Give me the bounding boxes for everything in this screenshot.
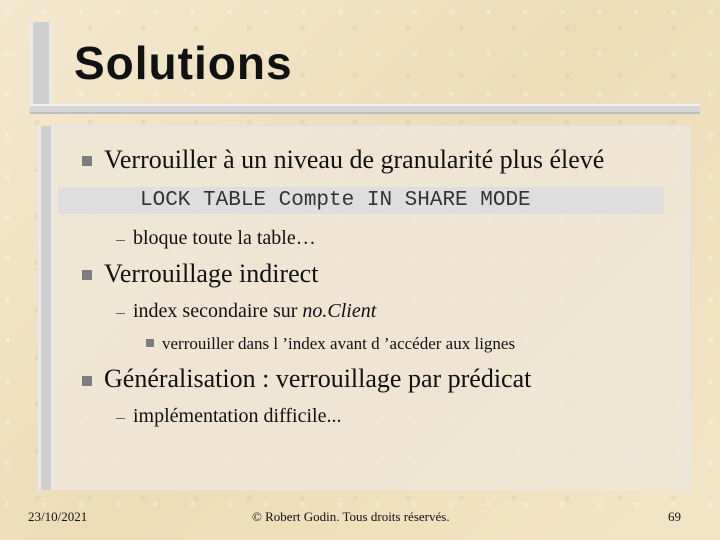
content-panel-left-bar [38,126,54,490]
footer-page-number: 69 [668,509,681,524]
dash-bullet-icon [116,240,125,241]
square-bullet-small-icon [146,339,154,347]
bullet-1-sub-1-text: bloque toute la table… [133,227,316,249]
footer-date: 23/10/2021 [28,509,88,524]
dash-bullet-icon [116,313,125,314]
title-frame-horizontal [30,104,700,114]
bullet-1-text: Verrouiller à un niveau de granularité plus élevé [104,145,605,174]
square-bullet-icon [82,156,92,166]
square-bullet-icon [82,270,92,280]
bullet-2-text: Verrouillage indirect [104,259,319,288]
bullet-2-sub-1-prefix: index secondaire sur [133,300,303,322]
bullet-3-sub-1-text: implémentation difficile... [133,405,342,427]
bullet-3-text: Généralisation : verrouillage par prédicat [104,364,532,393]
bullet-2-sub-1-text [133,301,376,321]
title-frame-vertical [30,22,52,114]
slide-title: Solutions [74,37,293,89]
square-bullet-icon [82,376,92,386]
dash-bullet-icon [116,418,125,419]
bullet-2-sub-1-sub-1-text: verrouiller dans l ’index avant d ’accéder aux lignes [162,334,516,353]
code-line: LOCK TABLE Compte IN SHARE MODE [140,189,531,212]
footer-copyright: © Robert Godin. Tous droits réservés. [252,509,450,524]
bullet-2-sub-1-emphasis: no.Client [302,300,377,322]
